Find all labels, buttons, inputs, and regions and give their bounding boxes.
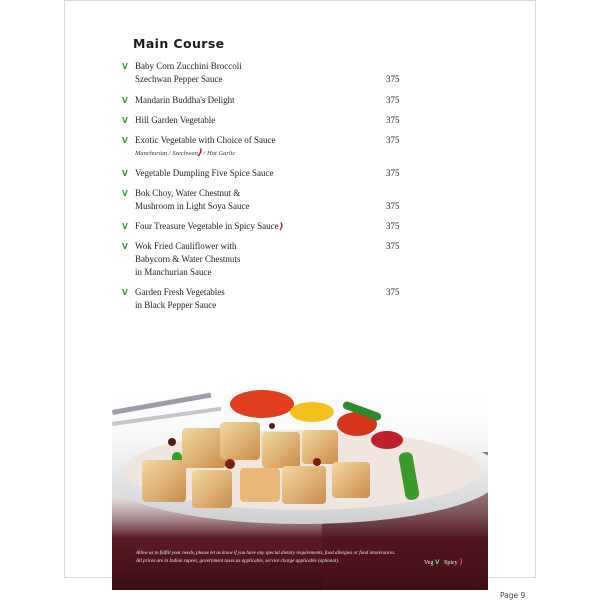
- dish-price: 375: [386, 287, 400, 297]
- chili-icon: ): [197, 147, 203, 159]
- dish-price: 375: [386, 241, 400, 251]
- dish-price: 375: [386, 95, 400, 105]
- dish-price: 375: [386, 135, 400, 145]
- dish-name: Exotic Vegetable with Choice of Sauce: [135, 135, 276, 145]
- section-title: Main Course: [133, 36, 225, 51]
- dish-price: 375: [386, 221, 400, 231]
- veg-icon: V: [122, 222, 128, 231]
- veg-icon: V: [122, 96, 128, 105]
- dish-price: 375: [386, 168, 400, 178]
- dish-price: 375: [386, 74, 400, 84]
- veg-icon: V: [122, 242, 128, 251]
- veg-icon: V: [122, 62, 128, 71]
- dish-name: Hill Garden Vegetable: [135, 115, 216, 125]
- legend: Veg V Spicy ): [424, 557, 463, 566]
- dietary-note: Allow us to fulfill your needs, please let us know if you have any special dietary requirements, food allergies or food intolerances. All prices are in Indian rupees, government taxes as applicable, service charge applicable (optional).: [136, 551, 396, 564]
- veg-icon: V: [122, 136, 128, 145]
- chili-icon: ): [277, 221, 284, 233]
- dish-name: Bok Choy, Water Chestnut & Mushroom in Light Soya Sauce: [135, 188, 250, 211]
- veg-icon: V: [122, 189, 128, 198]
- dish-name: Vegetable Dumpling Five Spice Sauce: [135, 168, 274, 178]
- veg-icon: V: [122, 116, 128, 125]
- dish-name: Garden Fresh Vegetables in Black Pepper Sauce: [135, 287, 225, 310]
- dish-name: Four Treasure Vegetable in Spicy Sauce): [135, 221, 284, 233]
- veg-icon: V: [434, 559, 440, 566]
- dish-name: Baby Corn Zucchini Broccoli Szechwan Pepper Sauce: [135, 61, 242, 84]
- dish-price: 375: [386, 115, 400, 125]
- chili-icon: ): [459, 557, 463, 566]
- page-number: Page 9: [500, 591, 526, 600]
- dish-name: Wok Fried Cauliflower with Babycorn & Water Chestnuts in Manchurian Sauce: [135, 241, 241, 277]
- veg-icon: V: [122, 288, 128, 297]
- dish-price: 375: [386, 201, 400, 211]
- dish-name: Mandarin Buddha's Delight: [135, 95, 235, 105]
- sauce-options: Manchurian / Szechwan) / Hot Garlic: [135, 147, 236, 159]
- veg-icon: V: [122, 169, 128, 178]
